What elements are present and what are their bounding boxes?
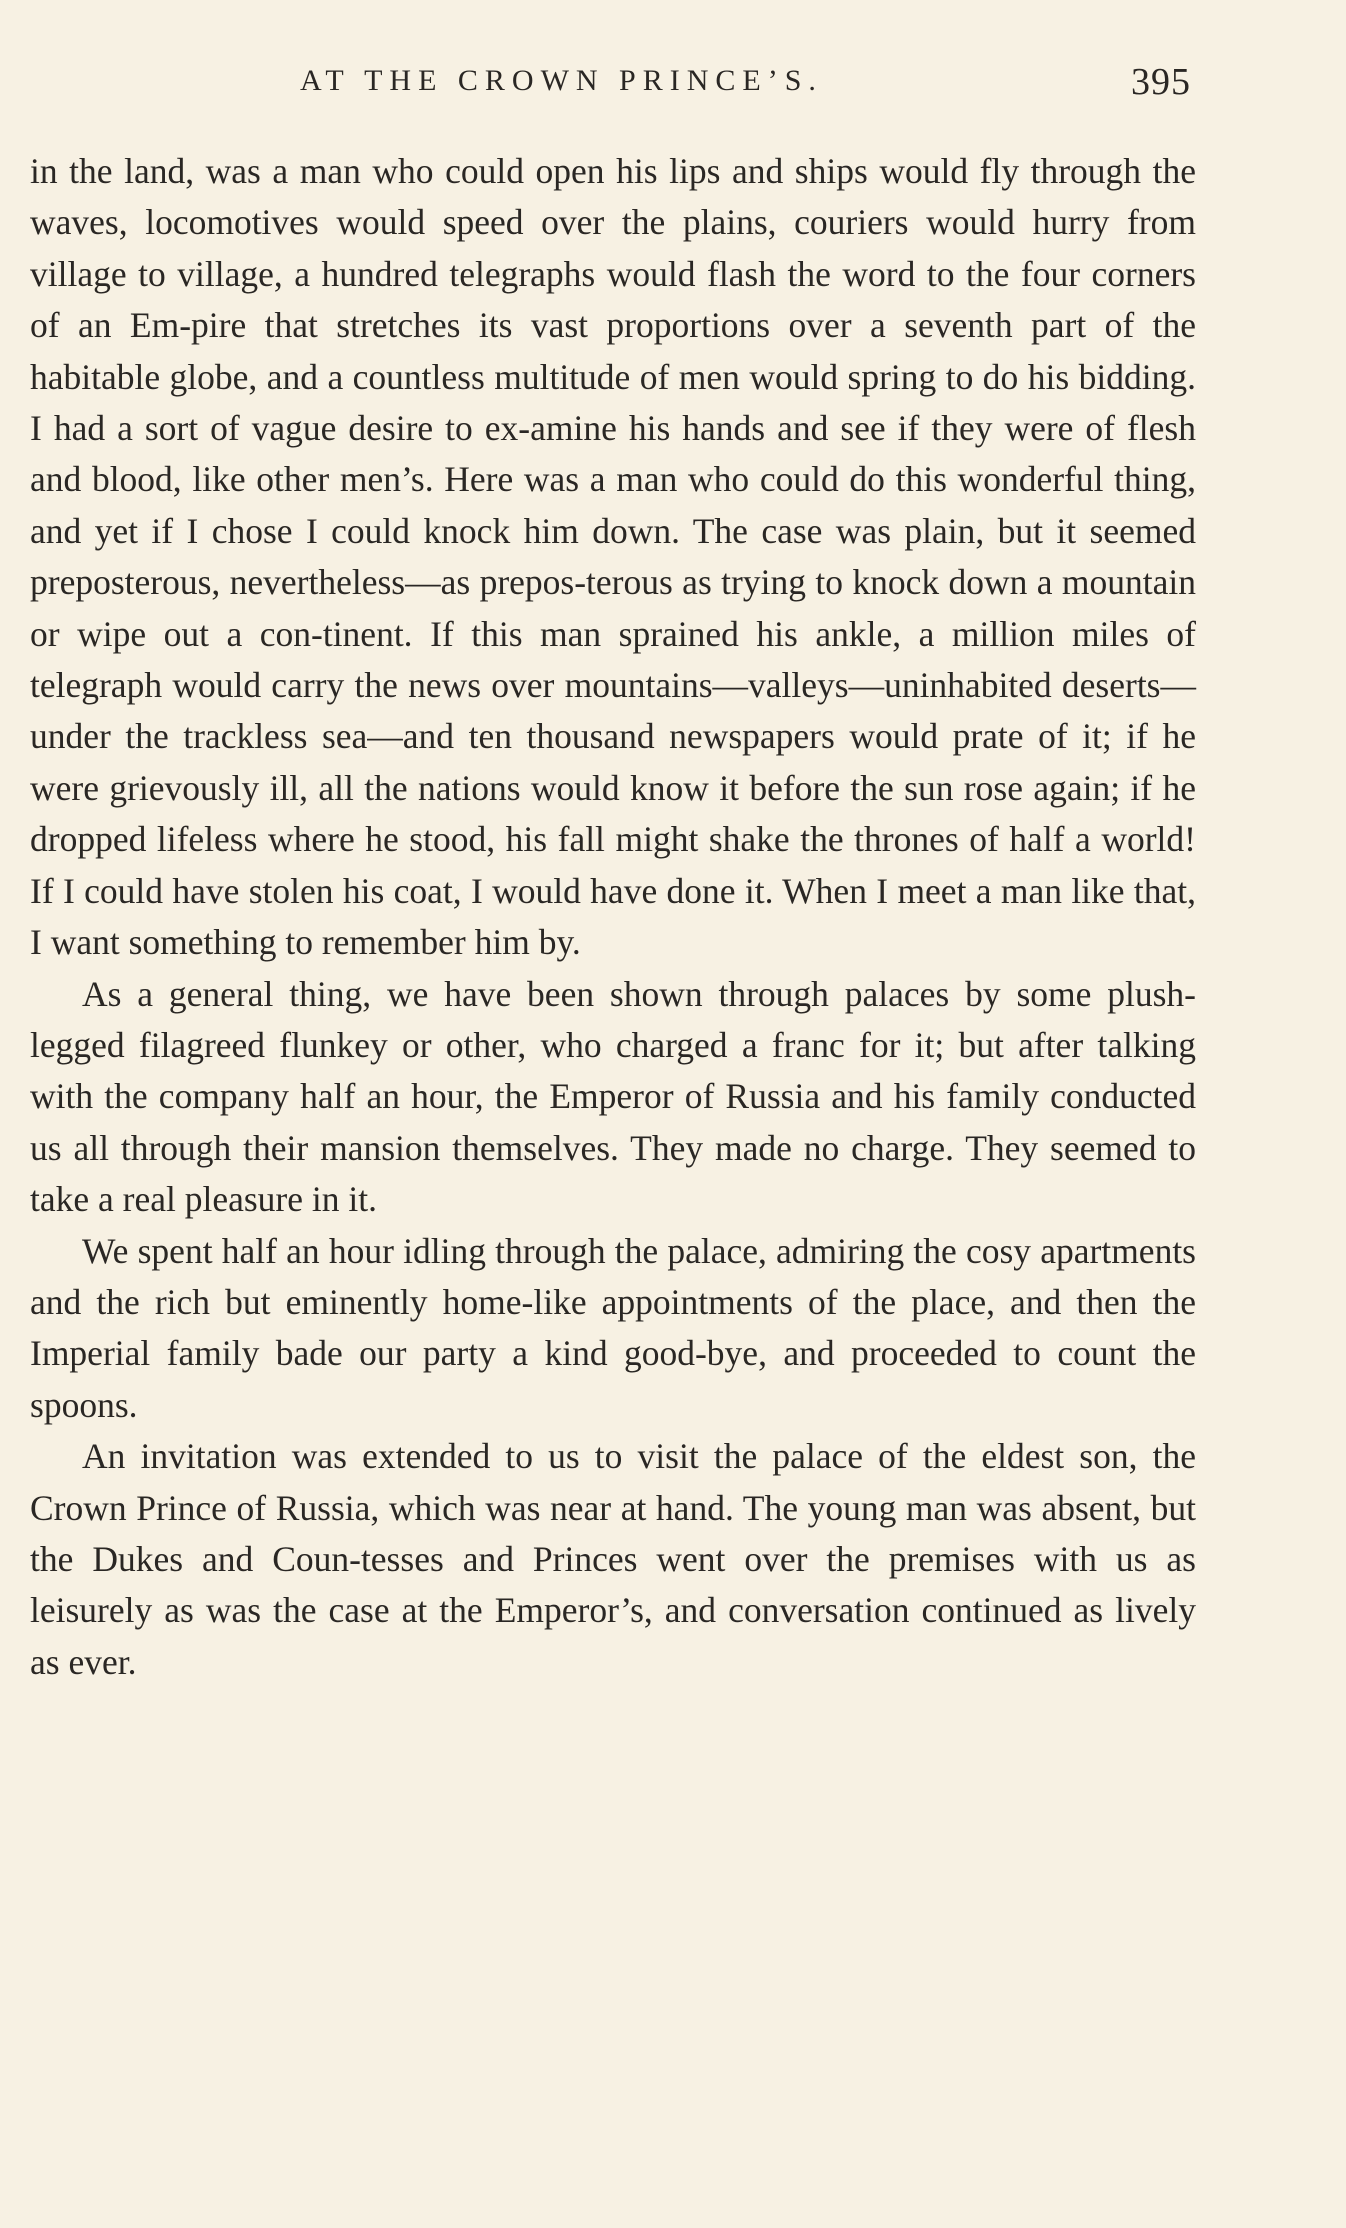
paragraph: An invitation was extended to us to visit the palace of the eldest son, the Crown Prince of Russia, which was near at hand. The young man was absent, but the Dukes and Coun-tesses and Princes went over the premises with us as leisurely as was the case at the Emperor’s, and conversation continued as lively as ever. [30,1436,1196,1682]
running-title: AT THE CROWN PRINCE’S. [300,64,823,97]
page-number: 395 [1131,61,1191,103]
running-header [300,61,1191,114]
paragraph: in the land, was a man who could open his lips and ships would fly through the waves, locomotives would speed over the plains, couriers would hurry from village to village, a hundred telegraphs would flash the word to the four corners of an Em-pire that stretches its vast proportions over a seventh part of the habitable globe, and a countless multitude of men would spring to do his bidding. I had a sort of vague desire to ex-amine his hands and see if they were of flesh and blood, like other men’s. Here was a man who could do this wonderful thing, and yet if I chose I could knock him down. The case was plain, but it seemed preposterous, nevertheless—as prepos-terous as trying to knock down a mountain or wipe out a con-tinent. If this man sprained his ankle, a million miles of telegraph would carry the news over mountains—valleys—uninhabited deserts—under the trackless sea—and ten thousand newspapers would prate of it; if he were grievously ill, all the nations would know it before the sun rose again; if he dropped lifeless where he stood, his fall might shake the thrones of half a world! If I could have stolen his coat, I would have done it. When I meet a man like that, I want something to remember him by. [30,151,1196,963]
body-text [30,146,1196,1688]
paragraph: We spent half an hour idling through the palace, admiring the cosy apartments and the rich but eminently home-like appointments of the place, and then the Imperial family bade our party a kind good-bye, and proceeded to count the spoons. [30,1230,1196,1425]
paragraph: As a general thing, we have been shown through palaces by some plush-legged filagreed flunkey or other, who charged a franc for it; but after talking with the company half an hour, the Emperor of Russia and his family conducted us all through their mansion themselves. They made no charge. They seemed to take a real pleasure in it. [30,973,1196,1220]
